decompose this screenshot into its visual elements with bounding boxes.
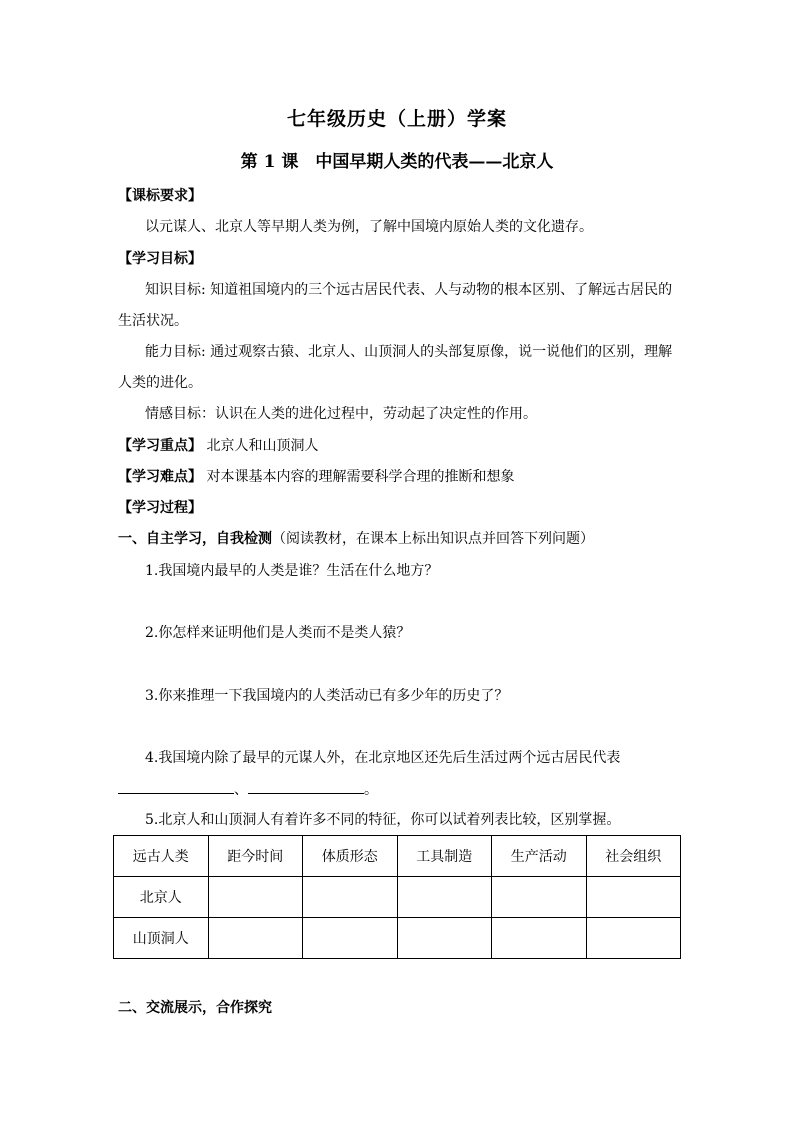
section1-line [118,529,594,549]
blank-end: 。 [364,782,378,798]
table-input-cell[interactable] [208,877,303,918]
ability-goal-line2: 人类的进化。 [118,375,202,391]
table-input-cell[interactable] [492,877,587,918]
table-header-cell: 工具制造 [397,836,492,877]
lesson-title: 第 1 课 中国早期人类的代表——北京人 [240,152,554,172]
row-label-cell: 北京人 [114,877,209,918]
table-header-cell: 社会组织 [586,836,681,877]
difficulty-line [118,467,514,487]
table-row [114,877,681,918]
emotion-goal: 情感目标：认识在人类的进化过程中，劳动起了决定性的作用。 [145,406,537,422]
table-header-cell: 远古人类 [114,836,209,877]
table-input-cell[interactable] [208,918,303,959]
difficulty-text: 对本课基本内容的理解需要科学合理的推断和想象 [206,469,515,485]
table-input-cell[interactable] [303,918,398,959]
document-title: 七年级历史（上册）学案 [286,108,507,130]
table-header-cell: 生产活动 [492,836,587,877]
row-label-cell: 山顶洞人 [114,918,209,959]
table-input-cell[interactable] [397,918,492,959]
question-3: 3.你来推理一下我国境内的人类活动已有多少年的历史了？ [145,688,509,704]
difficulty-heading: 【学习难点】 [118,469,202,485]
table-input-cell[interactable] [586,918,681,959]
comparison-table [113,835,681,959]
table-header-row [114,836,681,877]
key-point-heading: 【学习重点】 [118,438,202,454]
ability-goal-line1: 能力目标: 通过观察古猿、北京人、山顶洞人的头部复原像，说一说他们的区别，理解 [145,344,673,360]
key-point-line [118,436,318,456]
question-2: 2.你怎样来证明他们是人类而不是类人猿？ [145,625,411,641]
table-header-cell: 距今时间 [208,836,303,877]
section2-title: 二、交流展示，合作探究 [118,1000,272,1016]
goals-heading: 【学习目标】 [118,251,202,267]
question-1: 1.我国境内最早的人类是谁？生活在什么地方？ [145,563,439,579]
table-input-cell[interactable] [586,877,681,918]
question-4-blanks [118,779,378,800]
question-4: 4.我国境内除了最早的元谋人外，在北京地区还先后生活过两个远古居民代表 [145,750,621,766]
knowledge-goal-line2: 生活状况。 [118,313,188,329]
table-header-cell: 体质形态 [303,836,398,877]
blank-separator: 、 [234,782,248,798]
section1-title: 一、自主学习，自我检测 [118,531,272,547]
section1-note: （阅读教材，在课本上标出知识点并回答下列问题） [272,531,594,547]
table-input-cell[interactable] [492,918,587,959]
table-row [114,918,681,959]
table-input-cell[interactable] [397,877,492,918]
key-point-text: 北京人和山顶洞人 [206,438,319,454]
answer-blank-2[interactable] [248,779,364,794]
standard-heading: 【课标要求】 [118,188,202,204]
answer-blank-1[interactable] [118,779,234,794]
process-heading: 【学习过程】 [118,500,202,516]
standard-text: 以元谋人、北京人等早期人类为例，了解中国境内原始人类的文化遗存。 [145,219,593,235]
knowledge-goal-line1: 知识目标: 知道祖国境内的三个远古居民代表、人与动物的根本区别、了解远古居民的 [145,282,673,298]
question-5: 5.北京人和山顶洞人有着许多不同的特征，你可以试着列表比较，区别掌握。 [145,812,621,828]
table-input-cell[interactable] [303,877,398,918]
